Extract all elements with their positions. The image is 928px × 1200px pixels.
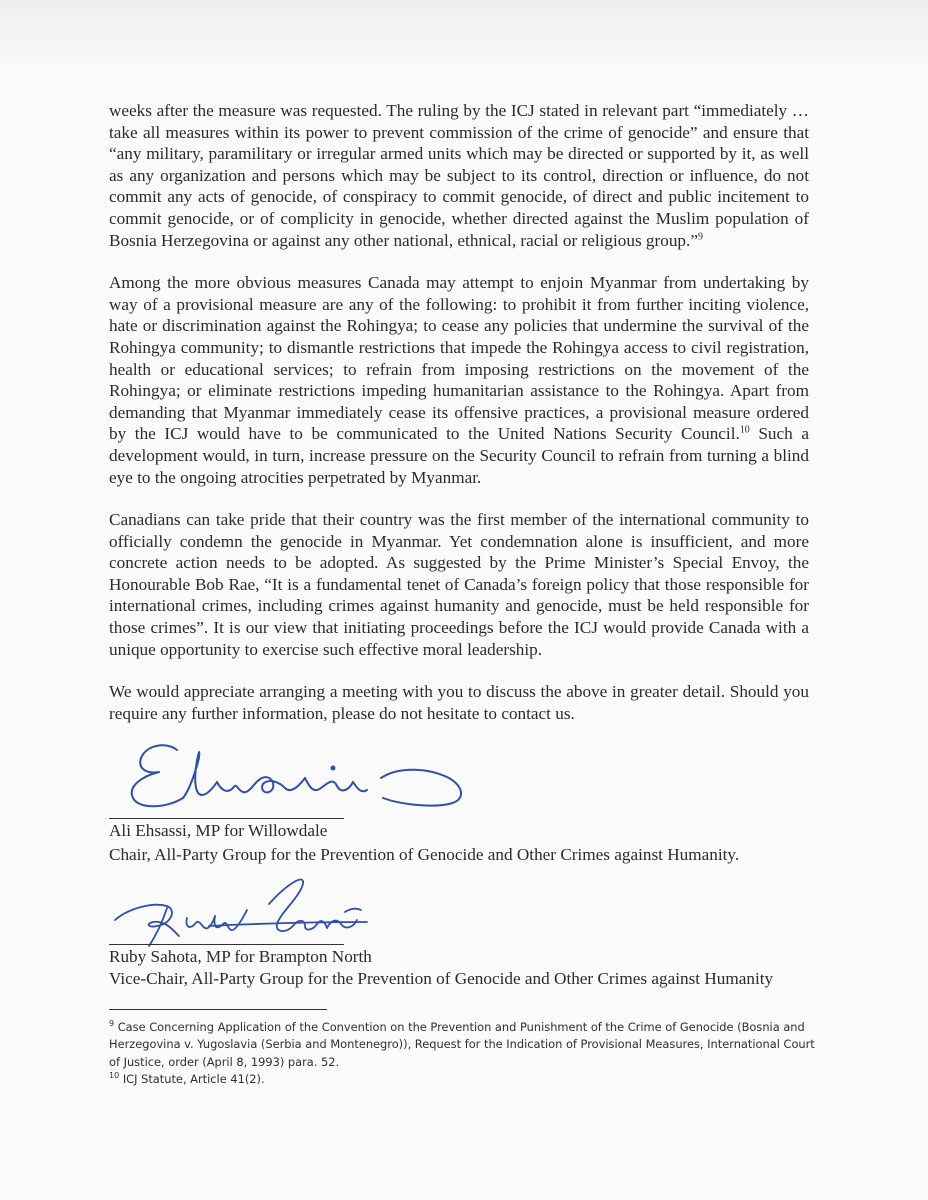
signatory-name: Ali Ehsassi, MP for Willowdale: [109, 821, 328, 840]
signature-line: [109, 944, 344, 945]
footnote-number: 9: [109, 1019, 115, 1029]
paragraph-text: We would appreciate arranging a meeting with you to discuss the above in greater detail. Should you require any further information, please do not hesitate to contact us.: [109, 682, 809, 723]
footnote-10: [109, 1071, 817, 1088]
signatory-title: Vice-Chair, All-Party Group for the Prevention of Genocide and Other Crimes against Humanity: [109, 969, 774, 988]
footnote-text: ICJ Statute, Article 41(2).: [122, 1072, 265, 1087]
footnote-text: Case Concerning Application of the Convention on the Prevention and Punishment of the Crime of Genocide (Bosnia and Herzegovina v. Yugoslavia (Serbia and Montenegro)), Request for the Indication of Provisional Measures, International Court of Justice, order (April 8, 1993) para. 52.: [109, 1020, 815, 1069]
scan-shadow: [0, 0, 928, 80]
footnote-ref-10[interactable]: 10: [739, 424, 750, 436]
footnotes: [109, 1019, 817, 1089]
paragraph-canadian-leadership: [109, 509, 809, 660]
footnote-ref-9[interactable]: 9: [697, 230, 703, 242]
signatory-name: Ruby Sahota, MP for Brampton North: [109, 947, 372, 966]
paragraph-text: Among the more obvious measures Canada may attempt to enjoin Myanmar from undertaking by way of a provisional measure are any of the following: to prohibit it from further inciting violence, hate or discrimination against the Rohingya; to cease any policies that undermine the survival of the Rohingya community; to dismantle restrictions that impede the Rohingya access to civil registration, health or educational services; to refrain from imposing restrictions on the movement of the Rohingya; or eliminate restrictions impeding humanitarian assistance to the Rohingya. Apart from demanding that Myanmar immediately cease its offensive practices, a provisional measure ordered by the ICJ would have to be communicated to the United Nations Security Council.: [109, 273, 809, 444]
handwritten-signature-ehsassi: [109, 738, 489, 828]
signatory-title: Chair, All-Party Group for the Prevention of Genocide and Other Crimes against Humanity.: [109, 845, 740, 864]
footnote-separator: [109, 1009, 327, 1010]
paragraph-icj-ruling: [109, 100, 809, 251]
paragraph-text: Such a development would, in turn, increase pressure on the Security Council to refrain from turning a blind eye to the ongoing atrocities perpetrated by Myanmar.: [109, 424, 809, 487]
handwritten-signature-sahota: [109, 868, 389, 952]
signature-block-chair: [109, 738, 829, 868]
footnote-9: [109, 1019, 817, 1071]
signature-block-vice-chair: [109, 868, 829, 998]
paragraph-provisional-measures: [109, 272, 809, 488]
paragraph-text: weeks after the measure was requested. The ruling by the ICJ stated in relevant part “immediately … take all measures within its power to prevent commission of the crime of genocide” and ensure that “any military, paramilitary or irregular armed units which may be directed or supported by it, as well as any organization and persons which may be subject to its control, direction or influence, do not commit any acts of genocide, of conspiracy to commit genocide, of direct and public incitement to commit genocide, or of complicity in genocide, whether directed against the Muslim population of Bosnia Herzegovina or against any other national, ethnical, racial or religious group.”: [109, 101, 809, 250]
signature-line: [109, 818, 344, 819]
paragraph-meeting-request: [109, 681, 809, 724]
letter-page: [109, 100, 809, 745]
paragraph-text: Canadians can take pride that their country was the first member of the international community to officially condemn the genocide in Myanmar. Yet condemnation alone is insufficient, and more concrete action needs to be adopted. As suggested by the Prime Minister’s Special Envoy, the Honourable Bob Rae, “It is a fundamental tenet of Canada’s foreign policy that those responsible for international crimes, including crimes against humanity and genocide, must be held responsible for those crimes”. It is our view that initiating proceedings before the ICJ would provide Canada with a unique opportunity to exercise such effective moral leadership.: [109, 510, 809, 659]
footnote-number: 10: [109, 1071, 120, 1081]
